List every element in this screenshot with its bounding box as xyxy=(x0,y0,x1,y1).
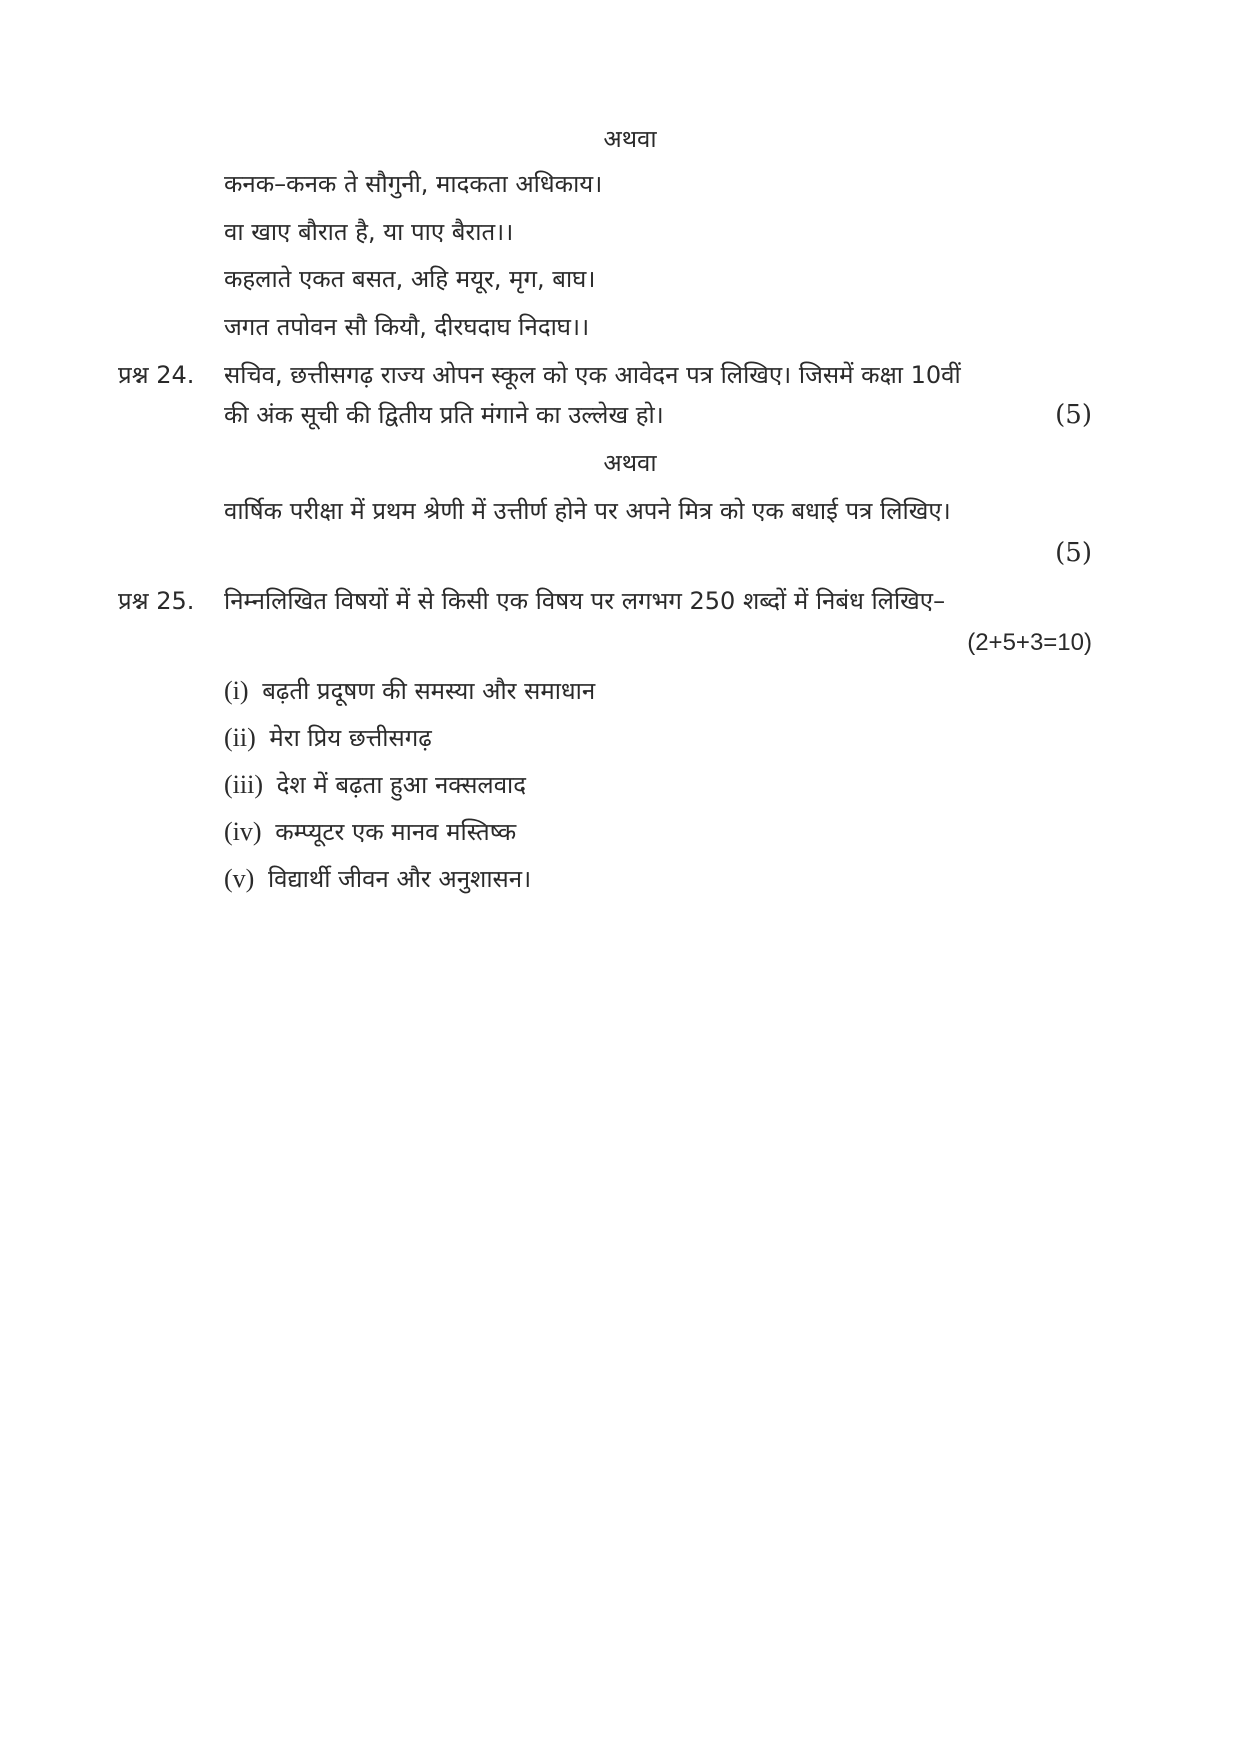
essay-topic xyxy=(224,862,531,896)
topic-number: (ii) xyxy=(224,723,256,752)
verse-line: कनक–कनक ते सौगुनी, मादकता अधिकाय। xyxy=(224,170,603,198)
or-label: अथवा xyxy=(603,449,657,477)
topic-text: कम्प्यूटर एक मानव मस्तिष्क xyxy=(275,818,517,846)
topic-number: (i) xyxy=(224,676,249,705)
verse-line: जगत तपोवन सौ कियौ, दीरघदाघ निदाघ।। xyxy=(224,313,590,341)
topic-text: विद्यार्थी जीवन और अनुशासन। xyxy=(267,865,532,893)
topic-text: बढ़ती प्रदूषण की समस्या और समाधान xyxy=(262,677,596,705)
essay-topic xyxy=(224,674,595,708)
topic-number: (iii) xyxy=(224,770,263,799)
verse-line: वा खाए बौरात है, या पाए बैरात।। xyxy=(224,218,514,246)
essay-topic xyxy=(224,721,432,755)
or-label: अथवा xyxy=(603,125,657,153)
topic-number: (iv) xyxy=(224,817,262,846)
question-number: प्रश्न 24. xyxy=(118,361,195,389)
essay-topic xyxy=(224,815,516,849)
marks-label: (5) xyxy=(1055,538,1092,568)
question-text: की अंक सूची की द्वितीय प्रति मंगाने का उल्लेख हो। xyxy=(224,401,664,429)
topic-number: (v) xyxy=(224,864,255,893)
question-text: वार्षिक परीक्षा में प्रथम श्रेणी में उत्तीर्ण होने पर अपने मित्र को एक बधाई पत्र लिखिए। xyxy=(224,497,951,525)
question-number: प्रश्न 25. xyxy=(118,587,195,615)
marks-label: (2+5+3=10) xyxy=(967,629,1092,656)
essay-topic xyxy=(224,768,526,802)
topic-text: मेरा प्रिय छत्तीसगढ़ xyxy=(269,724,432,752)
marks-label: (5) xyxy=(1055,400,1092,430)
question-text: निम्नलिखित विषयों में से किसी एक विषय पर लगभग 250 शब्दों में निबंध लिखिए– xyxy=(224,587,946,615)
question-text: सचिव, छत्तीसगढ़ राज्य ओपन स्कूल को एक आवेदन पत्र लिखिए। जिसमें कक्षा 10वीं xyxy=(224,361,961,389)
topic-text: देश में बढ़ता हुआ नक्सलवाद xyxy=(276,771,527,799)
verse-line: कहलाते एकत बसत, अहि मयूर, मृग, बाघ। xyxy=(224,265,596,293)
